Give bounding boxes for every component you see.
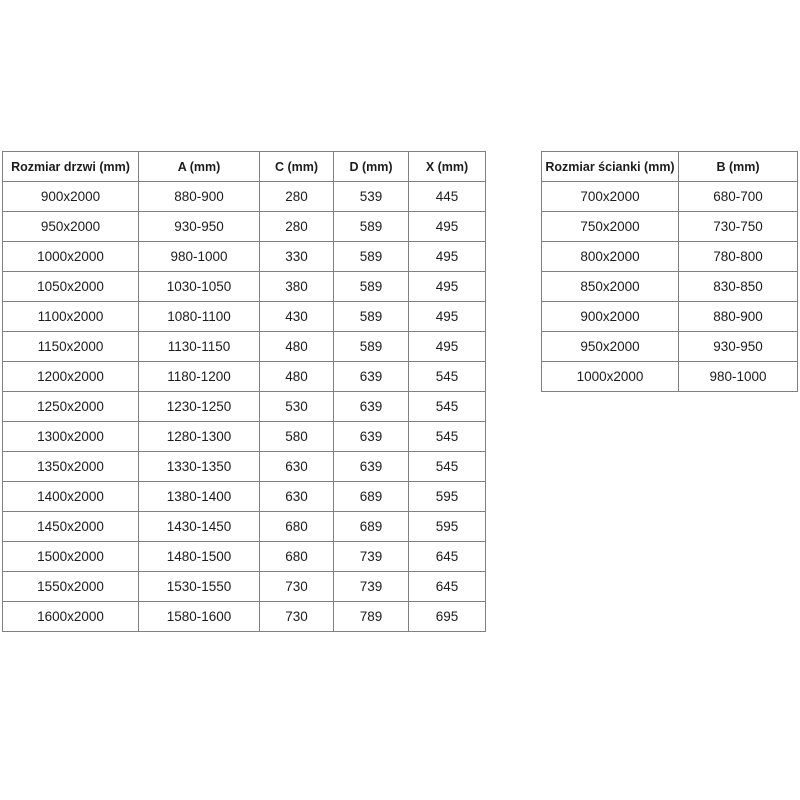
column-header: Rozmiar ścianki (mm) — [542, 152, 679, 182]
table-cell: 280 — [260, 212, 334, 242]
table-row — [3, 572, 486, 602]
table-row — [3, 272, 486, 302]
table-cell: 645 — [409, 542, 486, 572]
door-table-body — [3, 182, 486, 632]
table-row — [3, 242, 486, 272]
table-row — [3, 512, 486, 542]
header-row — [3, 152, 486, 182]
table-cell: 930-950 — [139, 212, 260, 242]
table-cell: 1280-1300 — [139, 422, 260, 452]
table-cell: 1550x2000 — [3, 572, 139, 602]
table-cell: 900x2000 — [542, 302, 679, 332]
table-row — [542, 242, 798, 272]
table-cell: 280 — [260, 182, 334, 212]
table-cell: 1100x2000 — [3, 302, 139, 332]
table-cell: 950x2000 — [3, 212, 139, 242]
table-cell: 1000x2000 — [542, 362, 679, 392]
column-header: Rozmiar drzwi (mm) — [3, 152, 139, 182]
table-cell: 589 — [334, 272, 409, 302]
column-header: A (mm) — [139, 152, 260, 182]
table-cell: 1050x2000 — [3, 272, 139, 302]
table-cell: 780-800 — [679, 242, 798, 272]
table-cell: 689 — [334, 512, 409, 542]
table-cell: 1130-1150 — [139, 332, 260, 362]
table-cell: 730-750 — [679, 212, 798, 242]
table-cell: 639 — [334, 422, 409, 452]
table-cell: 980-1000 — [139, 242, 260, 272]
table-row — [3, 332, 486, 362]
table-cell: 689 — [334, 482, 409, 512]
table-cell: 850x2000 — [542, 272, 679, 302]
table-cell: 700x2000 — [542, 182, 679, 212]
table-cell: 730 — [260, 602, 334, 632]
table-cell: 589 — [334, 242, 409, 272]
table-cell: 639 — [334, 452, 409, 482]
table-cell: 545 — [409, 452, 486, 482]
column-header: X (mm) — [409, 152, 486, 182]
table-cell: 330 — [260, 242, 334, 272]
table-cell: 545 — [409, 362, 486, 392]
table-cell: 680 — [260, 512, 334, 542]
table-cell: 950x2000 — [542, 332, 679, 362]
table-row — [3, 482, 486, 512]
column-header: B (mm) — [679, 152, 798, 182]
table-cell: 495 — [409, 242, 486, 272]
table-cell: 539 — [334, 182, 409, 212]
table-cell: 1180-1200 — [139, 362, 260, 392]
table-cell: 1000x2000 — [3, 242, 139, 272]
wall-sizes-table — [541, 151, 798, 392]
table-cell: 639 — [334, 392, 409, 422]
column-header: C (mm) — [260, 152, 334, 182]
table-cell: 739 — [334, 542, 409, 572]
table-cell: 1600x2000 — [3, 602, 139, 632]
table-cell: 639 — [334, 362, 409, 392]
table-cell: 800x2000 — [542, 242, 679, 272]
table-row — [3, 362, 486, 392]
table-cell: 680-700 — [679, 182, 798, 212]
table-cell: 1150x2000 — [3, 332, 139, 362]
door-sizes-table — [2, 151, 486, 632]
table-cell: 1430-1450 — [139, 512, 260, 542]
table-cell: 1480-1500 — [139, 542, 260, 572]
wall-table-body — [542, 182, 798, 392]
table-row — [542, 272, 798, 302]
table-cell: 589 — [334, 332, 409, 362]
table-cell: 430 — [260, 302, 334, 332]
table-cell: 530 — [260, 392, 334, 422]
table-cell: 1380-1400 — [139, 482, 260, 512]
table-row — [3, 602, 486, 632]
table-cell: 830-850 — [679, 272, 798, 302]
table-cell: 730 — [260, 572, 334, 602]
table-row — [3, 392, 486, 422]
table-cell: 1330-1350 — [139, 452, 260, 482]
table-row — [3, 452, 486, 482]
table-cell: 589 — [334, 302, 409, 332]
column-header: D (mm) — [334, 152, 409, 182]
table-cell: 1500x2000 — [3, 542, 139, 572]
table-cell: 695 — [409, 602, 486, 632]
table-cell: 1200x2000 — [3, 362, 139, 392]
table-cell: 1580-1600 — [139, 602, 260, 632]
table-cell: 545 — [409, 392, 486, 422]
table-cell: 739 — [334, 572, 409, 602]
door-table-header — [3, 152, 486, 182]
table-cell: 750x2000 — [542, 212, 679, 242]
table-cell: 1300x2000 — [3, 422, 139, 452]
table-cell: 445 — [409, 182, 486, 212]
table-row — [3, 212, 486, 242]
table-cell: 980-1000 — [679, 362, 798, 392]
table-cell: 1230-1250 — [139, 392, 260, 422]
table-cell: 680 — [260, 542, 334, 572]
table-row — [3, 542, 486, 572]
table-cell: 630 — [260, 482, 334, 512]
table-cell: 1080-1100 — [139, 302, 260, 332]
table-cell: 900x2000 — [3, 182, 139, 212]
table-cell: 495 — [409, 332, 486, 362]
table-cell: 545 — [409, 422, 486, 452]
table-cell: 580 — [260, 422, 334, 452]
table-row — [542, 182, 798, 212]
table-cell: 1400x2000 — [3, 482, 139, 512]
table-cell: 1350x2000 — [3, 452, 139, 482]
table-row — [3, 422, 486, 452]
table-cell: 480 — [260, 362, 334, 392]
table-row — [542, 302, 798, 332]
table-row — [3, 302, 486, 332]
table-cell: 645 — [409, 572, 486, 602]
table-cell: 1250x2000 — [3, 392, 139, 422]
table-cell: 789 — [334, 602, 409, 632]
table-cell: 495 — [409, 302, 486, 332]
table-cell: 589 — [334, 212, 409, 242]
table-cell: 495 — [409, 212, 486, 242]
table-row — [542, 212, 798, 242]
table-cell: 380 — [260, 272, 334, 302]
table-cell: 480 — [260, 332, 334, 362]
table-row — [542, 362, 798, 392]
table-cell: 595 — [409, 512, 486, 542]
table-cell: 495 — [409, 272, 486, 302]
table-cell: 1030-1050 — [139, 272, 260, 302]
table-cell: 1530-1550 — [139, 572, 260, 602]
table-cell: 630 — [260, 452, 334, 482]
table-cell: 880-900 — [679, 302, 798, 332]
header-row — [542, 152, 798, 182]
table-cell: 880-900 — [139, 182, 260, 212]
table-cell: 595 — [409, 482, 486, 512]
wall-table-header — [542, 152, 798, 182]
table-cell: 1450x2000 — [3, 512, 139, 542]
table-row — [3, 182, 486, 212]
table-row — [542, 332, 798, 362]
table-cell: 930-950 — [679, 332, 798, 362]
